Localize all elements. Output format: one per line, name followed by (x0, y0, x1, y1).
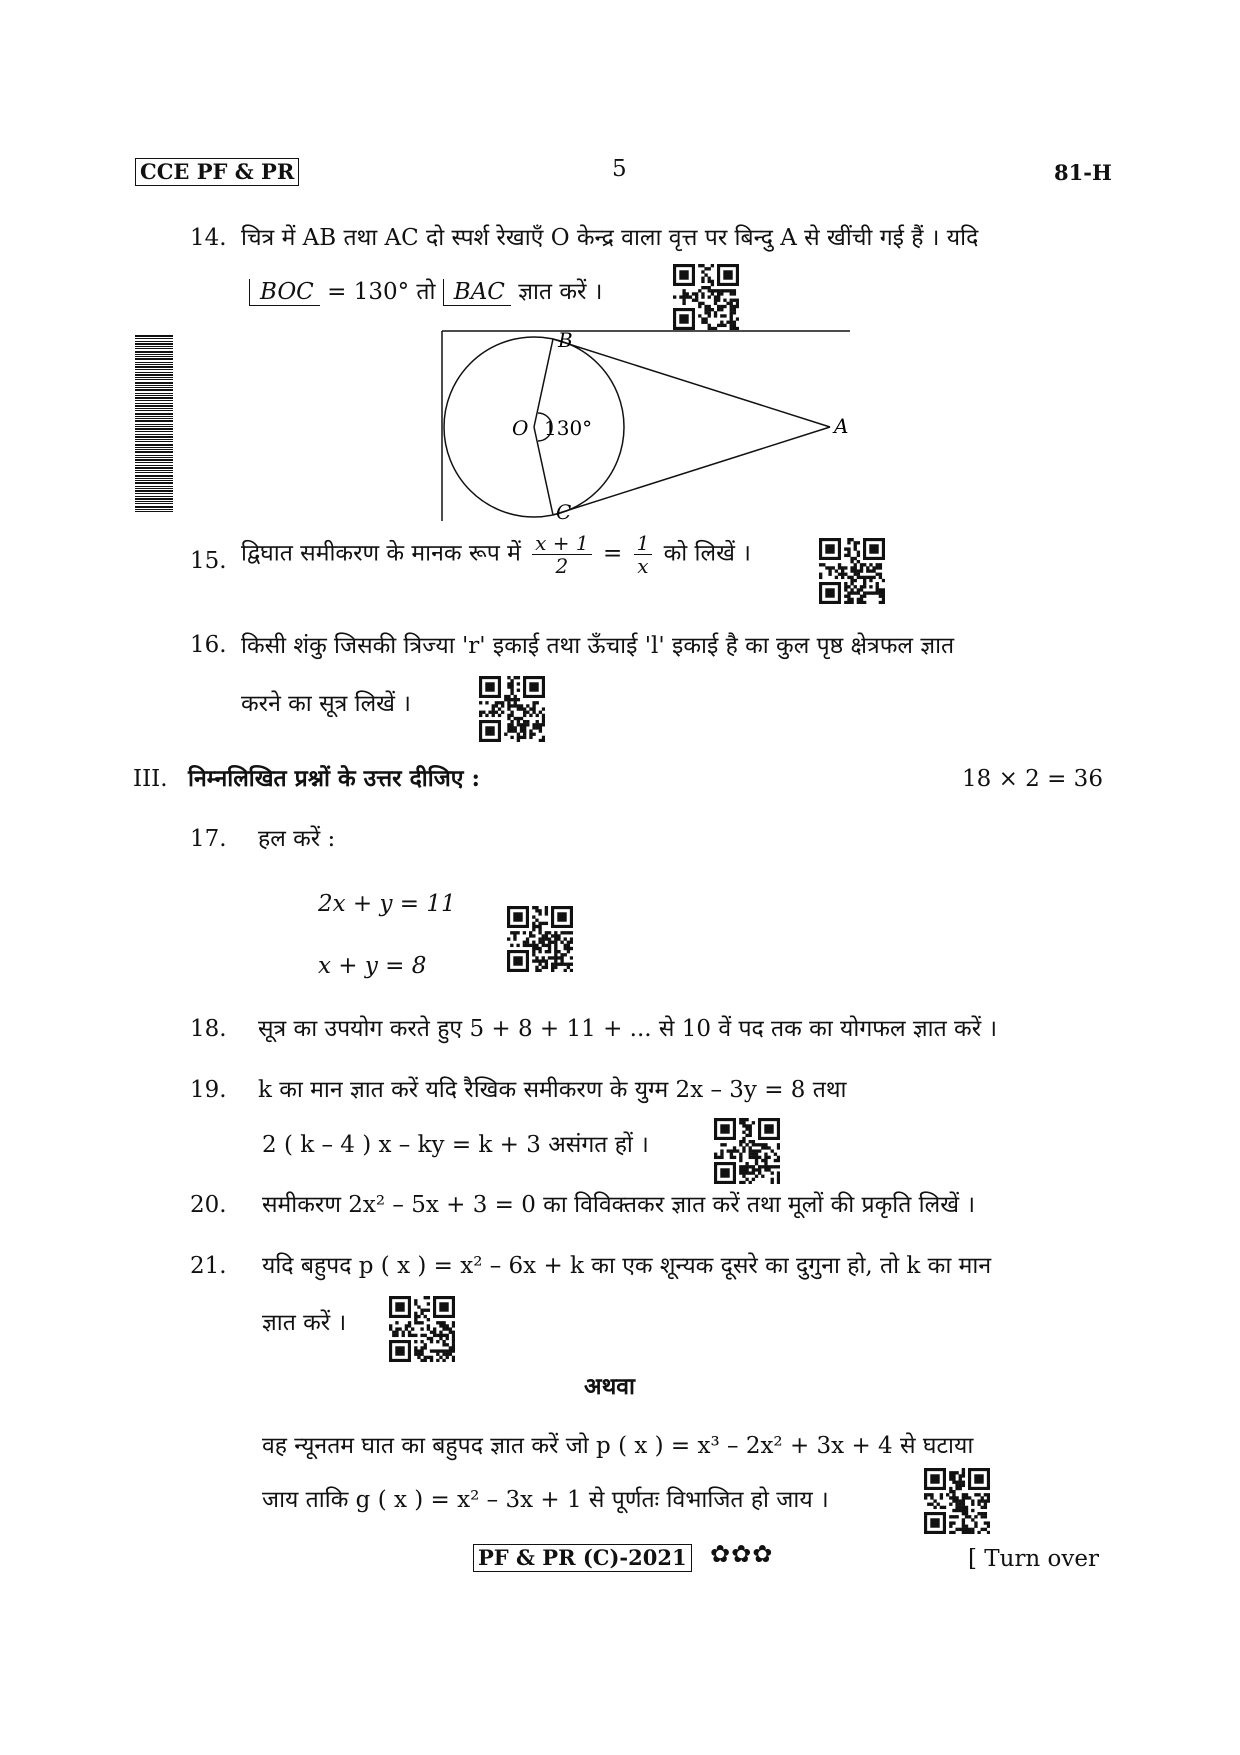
paper-code-box: CCE PF & PR (135, 158, 299, 186)
fraction-numerator: 1 (634, 532, 653, 555)
alternate-question-text: वह न्यूनतम घात का बहुपद ज्ञात करें जो p ( x ) = x³ – 2x² + 3x + 4 से घटाया (262, 1433, 974, 1459)
question-text-post: को लिखें । (663, 540, 751, 567)
question-text: किसी शंकु जिसकी त्रिज्या 'r' इकाई तथा ऊँचाई 'l' इकाई है का कुल पृष्ठ क्षेत्रफल ज्ञात (241, 633, 955, 659)
qr-code-image (389, 1296, 455, 1362)
question-text-line2: करने का सूत्र लिखें । (241, 691, 412, 717)
question-text: यदि बहुपद p ( x ) = x² – 6x + k का एक शून्यक दूसरे का दुगुना हो, तो k का मान (262, 1253, 992, 1279)
paper-id: 81-H (1054, 160, 1112, 185)
angle-label: 130° (544, 416, 593, 440)
equation-1: 2x + y = 11 (318, 891, 456, 917)
question-text: हल करें : (258, 826, 336, 852)
section-title: निम्नलिखित प्रश्नों के उत्तर दीजिए : (188, 765, 480, 792)
qr-code-image (819, 538, 885, 604)
question-number: 15. (190, 548, 227, 574)
question-text-line2 (249, 277, 602, 307)
question-number: 17. (190, 826, 227, 852)
question-text: समीकरण 2x² – 5x + 3 = 0 का विविक्तकर ज्ञात करें तथा मूलों की प्रकृति लिखें । (262, 1192, 976, 1218)
question-text (241, 532, 751, 577)
equation-2: x + y = 8 (318, 953, 427, 979)
qr-code-image (507, 906, 573, 972)
question-number: 18. (190, 1016, 227, 1042)
qr-code-image (924, 1468, 990, 1534)
equals-sign: = (602, 540, 623, 567)
question-text: सूत्र का उपयोग करते हुए 5 + 8 + 11 + ... से 10 वें पद तक का योगफल ज्ञात करें । (258, 1016, 998, 1042)
fraction-denominator: 2 (555, 554, 569, 578)
turn-over-note: [ Turn over (968, 1546, 1100, 1572)
fraction-denominator: x (637, 554, 649, 578)
question-number: 21. (190, 1253, 227, 1279)
qr-code-image (479, 676, 545, 742)
label-o: O (512, 416, 529, 440)
question-number: 20. (190, 1192, 227, 1218)
section-marks: 18 × 2 = 36 (962, 766, 1103, 792)
footer-code-box: PF & PR (C)-2021 (473, 1544, 692, 1572)
label-c: C (556, 500, 572, 524)
qr-code-image (714, 1118, 780, 1184)
question-text: k का मान ज्ञात करें यदि रैखिक समीकरण के युग्म 2x – 3y = 8 तथा (258, 1077, 847, 1103)
angle-boc: BOC (249, 279, 320, 306)
fraction-numerator: x + 1 (532, 532, 591, 555)
barcode-image (135, 335, 173, 515)
tangent-circle-figure (440, 325, 860, 525)
angle-bac: BAC (443, 279, 511, 306)
angle-value: = 130° तो (327, 279, 436, 305)
alternate-question-text-line2: जाय ताकि g ( x ) = x² – 3x + 1 से पूर्णतः विभाजित हो जाय । (262, 1487, 829, 1513)
or-separator: अथवा (584, 1373, 636, 1400)
question-text-line2: ज्ञात करें । (262, 1310, 347, 1336)
instruction: ज्ञात करें । (518, 279, 603, 305)
question-text: चित्र में AB तथा AC दो स्पर्श रेखाएँ O केन्द्र वाला वृत्त पर बिन्दु A से खींची गई हैं । यदि (241, 225, 979, 251)
qr-code-image (673, 264, 739, 330)
label-b: B (558, 328, 573, 352)
fraction-left (532, 532, 591, 577)
question-number: 16. (190, 632, 227, 658)
label-a: A (834, 414, 849, 438)
question-number: 14. (190, 225, 227, 251)
decorative-flower-icons: ✿✿✿ (710, 1540, 774, 1568)
question-text-line2: 2 ( k – 4 ) x – ky = k + 3 असंगत हों । (262, 1132, 649, 1158)
fraction-right (634, 532, 653, 577)
section-number: III. (133, 766, 168, 792)
page-number: 5 (612, 156, 627, 182)
question-text-pre: द्विघात समीकरण के मानक रूप में (241, 540, 521, 567)
question-number: 19. (190, 1077, 227, 1103)
